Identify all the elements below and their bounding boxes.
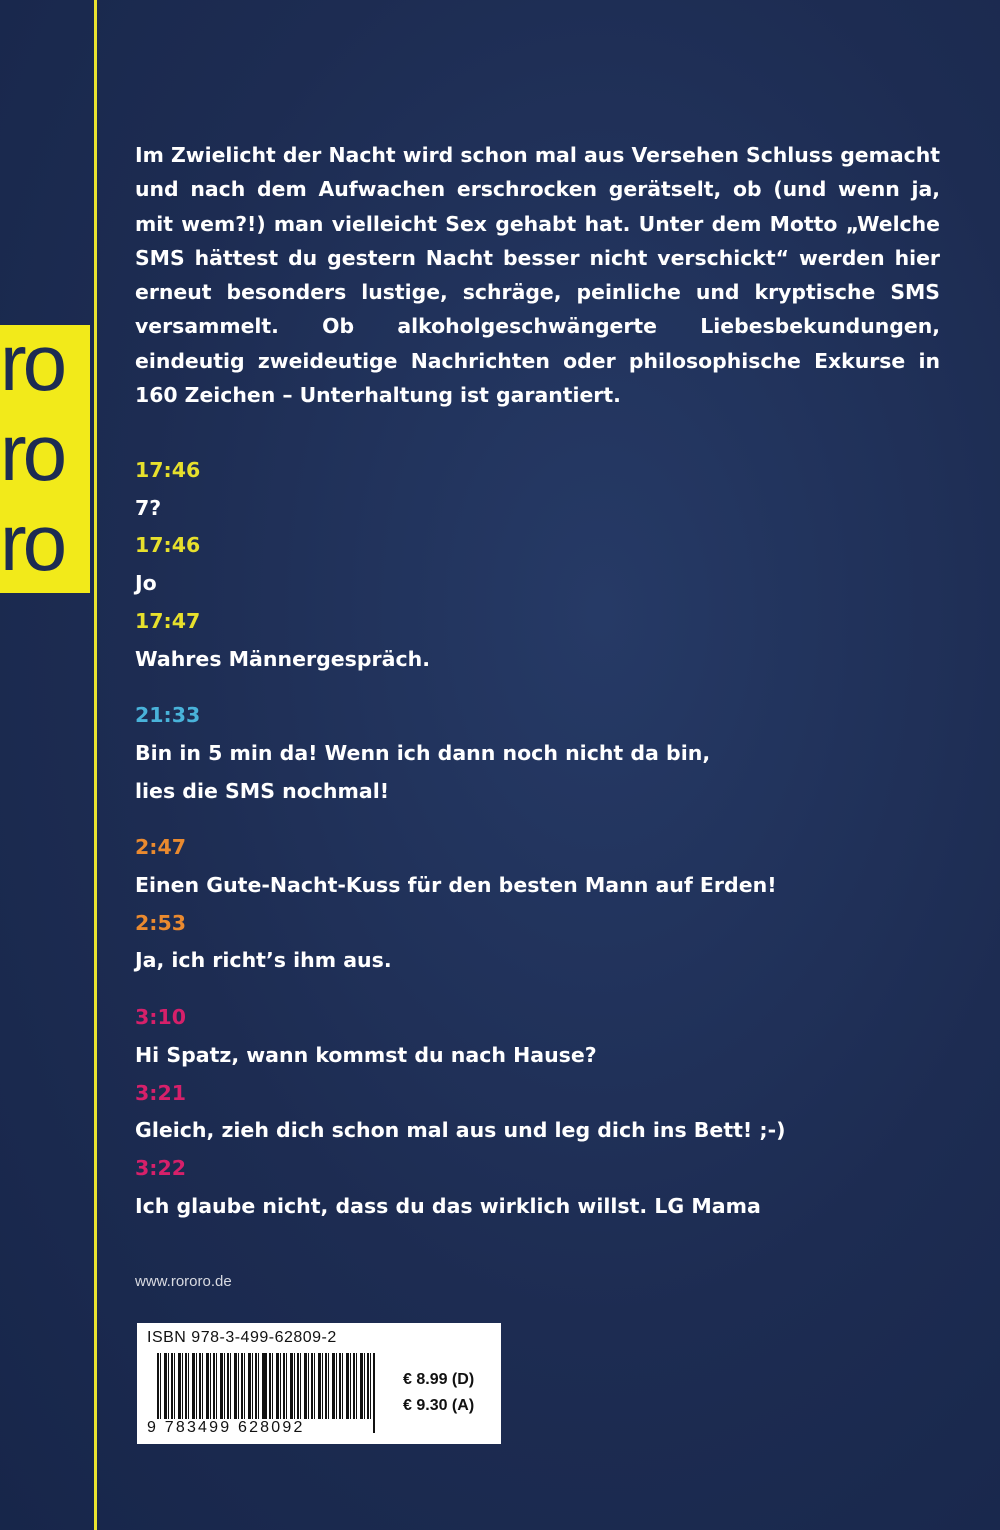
price-germany: € 8.99 (D) <box>403 1371 475 1388</box>
publisher-website: www.rororo.de <box>135 1273 232 1290</box>
back-cover-blurb: Im Zwielicht der Nacht wird schon mal aus Versehen Schluss gemacht und nach dem Aufwachen erschrocken gerätselt, ob (und wenn ja, mit wem?!) man vielleicht Sex gehabt hat. Unter dem Motto „Welche SMS hättest du gestern Nacht besser nicht verschickt“ werden hier erneut besonders lustige, schräge, peinliche und kryptische SMS versammelt. Ob alkoholgeschwängerte Liebesbekundungen, eindeutig zweideutige Nachrichten oder philosophische Exkurse in 160 Zeichen – Unterhaltung ist garantiert. <box>135 143 940 408</box>
conversation-4 <box>135 999 935 1225</box>
message-text: Ja, ich richt’s ihm aus. <box>135 948 392 973</box>
message-text: Wahres Männergespräch. <box>135 646 431 671</box>
message-text: Gleich, zieh dich schon mal aus und leg dich ins Bett! ;-) <box>135 1118 786 1143</box>
message-text: 7? <box>135 495 162 520</box>
message-text: Ich glaube nicht, dass du das wirklich willst. LG Mama <box>135 1193 761 1218</box>
conversation-2 <box>135 697 935 810</box>
logo-word-3: ro <box>0 498 64 587</box>
message-time: 17:46 <box>135 458 201 482</box>
conversation-1 <box>135 452 935 678</box>
message-time: 2:53 <box>135 910 186 935</box>
message-time: 17:46 <box>135 533 201 558</box>
barcode-digits: 9 783499 628092 <box>147 1419 305 1436</box>
conversation-3 <box>135 829 935 980</box>
spine-yellow-line <box>94 0 97 1530</box>
message-text: Einen Gute-Nacht-Kuss für den besten Mann auf Erden! <box>135 873 777 898</box>
sms-conversations <box>135 452 935 1244</box>
price-austria: € 9.30 (A) <box>403 1397 475 1414</box>
message-text: Jo <box>135 571 157 596</box>
isbn-label: ISBN 978-3-499-62809-2 <box>147 1329 337 1346</box>
logo-word-2: ro <box>0 408 64 497</box>
message-time: 3:21 <box>135 1080 186 1105</box>
isbn-barcode-box <box>137 1323 501 1444</box>
rororo-logo <box>0 325 90 593</box>
message-time: 3:22 <box>135 1155 186 1180</box>
logo-word-1: ro <box>0 325 64 407</box>
message-time: 17:47 <box>135 608 201 633</box>
message-time: 2:47 <box>135 835 186 860</box>
message-text: Hi Spatz, wann kommst du nach Hause? <box>135 1042 597 1067</box>
message-time: 3:10 <box>135 1005 186 1030</box>
message-text: lies die SMS nochmal! <box>135 778 390 803</box>
message-text: Bin in 5 min da! Wenn ich dann noch nicht da bin, <box>135 740 711 765</box>
message-time: 21:33 <box>135 703 201 728</box>
barcode-guard-right <box>373 1353 375 1433</box>
